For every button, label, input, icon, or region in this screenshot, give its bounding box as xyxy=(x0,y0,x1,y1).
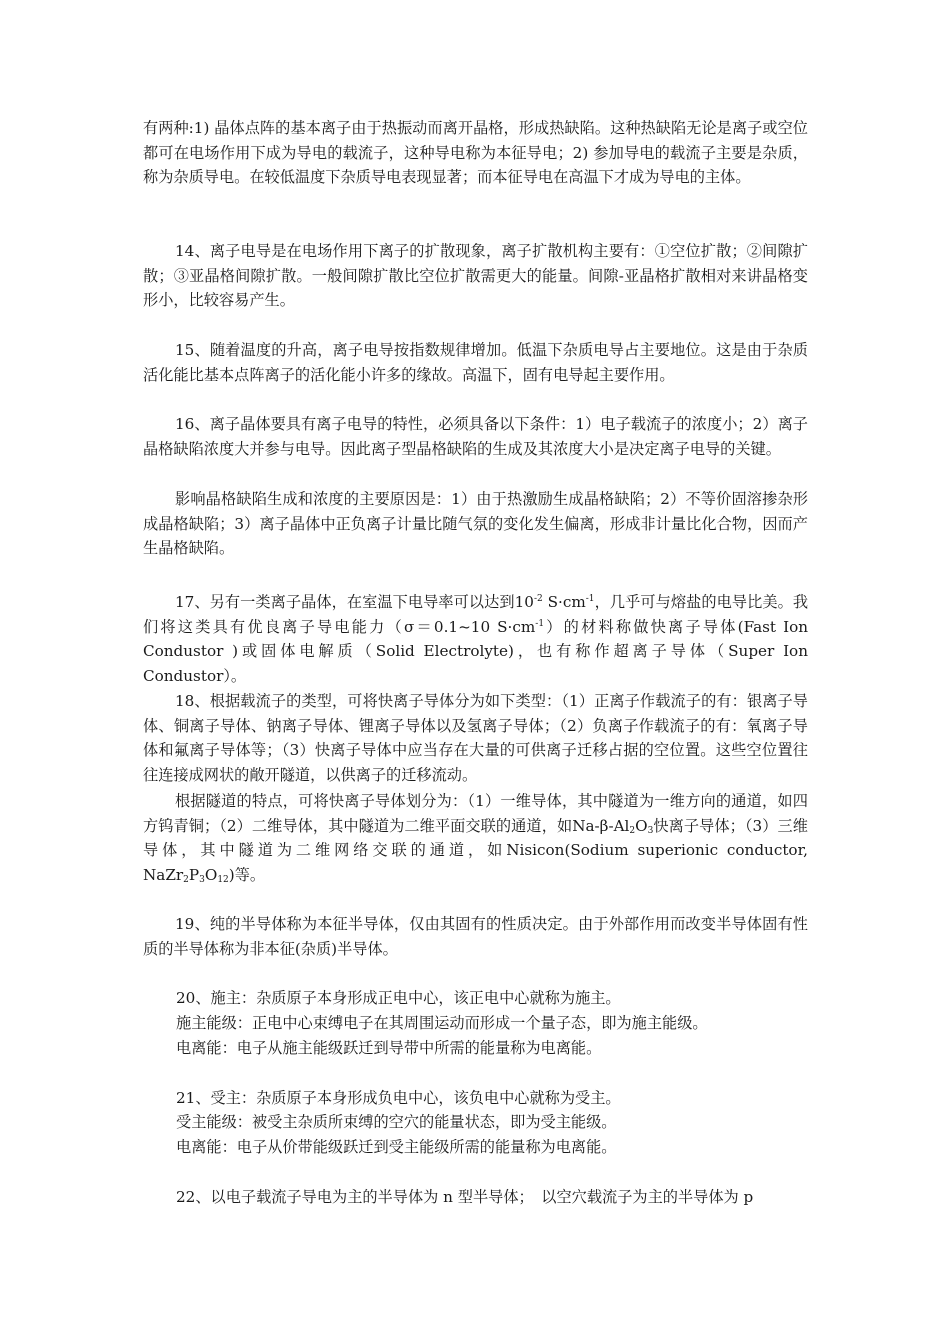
p17-text-2: S·cm xyxy=(542,593,586,611)
p18-sub-4: 3 xyxy=(199,874,205,885)
p17-text-1: 17、另有一类离子晶体，在室温下电导率可以达到10 xyxy=(175,593,534,611)
p18-text-4: P xyxy=(188,865,200,884)
p17-sup-3: -1 xyxy=(535,618,545,629)
p17-sup-2: -1 xyxy=(585,594,595,604)
paragraph-17-fast-ion-conductor xyxy=(143,590,808,688)
p17-sup-1: -2 xyxy=(533,594,543,604)
p18-sub-1: 2 xyxy=(629,825,636,836)
p18-sub-3: 2 xyxy=(183,874,189,885)
acceptor-ionization-energy: 电离能：电子从价带能级跃迁到受主能级所需的能量称为电离能。 xyxy=(176,1138,617,1156)
acceptor-definition: 21、受主：杂质原子本身形成负电中心，该负电中心就称为受主。 xyxy=(176,1089,621,1107)
acceptor-level-definition: 受主能级：被受主杂质所束缚的空穴的能量状态，即为受主能级。 xyxy=(176,1113,617,1131)
donor-ionization-energy: 电离能：电子从施主能级跃迁到导带中所需的能量称为电离能。 xyxy=(176,1039,602,1057)
paragraph-14-ion-diffusion: 14、离子电导是在电场作用下离子的扩散现象，离子扩散机构主要有：①空位扩散；②间隙扩散；③亚晶格间隙扩散。一般间隙扩散比空位扩散需更大的能量。间隙-亚晶格扩散相对来讲晶格变形小，比较容易产生。 xyxy=(143,242,808,310)
paragraph-22-n-p-type: 22、以电子载流子导电为主的半导体为 n 型半导体； 以空穴载流子为主的半导体为 p xyxy=(176,1188,754,1206)
p18-text-5: O xyxy=(204,865,218,884)
p18-text-1: 根据隧道的特点，可将快离子导体划分为：（1）一维导体，其中隧道为一维方向的通道，如四方钨青铜；（2）二维导体，其中隧道为二维平面交联的通道，如Na-β-Al xyxy=(143,792,808,835)
paragraph-16-conditions: 16、离子晶体要具有离子电导的特性，必须具备以下条件：1）电子载流子的浓度小；2）离子晶格缺陷浓度大并参与电导。因此离子型晶格缺陷的生成及其浓度大小是决定离子电导的关键。 xyxy=(143,415,808,458)
p17-text-4: ）的材料称做快离子导体(Fast Ion Condustor )或固体电解质（Solid Electrolyte)，也有称作超离子导体（Super Ion Condustor）。 xyxy=(143,617,808,685)
donor-level-definition: 施主能级：正电中心束缚电子在其周围运动而形成一个量子态，即为施主能级。 xyxy=(176,1014,708,1032)
paragraph-18-tunnel-types xyxy=(143,789,808,887)
paragraph-16-defect-factors: 影响晶格缺陷生成和浓度的主要原因是：1）由于热激励生成晶格缺陷；2）不等价固溶掺杂形成晶格缺陷；3）离子晶体中正负离子计量比随气氛的变化发生偏离，形成非计量比化合物，因而产生晶格缺陷。 xyxy=(143,490,808,558)
paragraph-15-temperature: 15、随着温度的升高，离子电导按指数规律增加。低温下杂质电导占主要地位。这是由于杂质活化能比基本点阵离子的活化能小许多的缘故。高温下，固有电导起主要作用。 xyxy=(143,341,808,384)
paragraph-18-carrier-types: 18、根据载流子的类型，可将快离子导体分为如下类型：（1）正离子作载流子的有：银离子导体、铜离子导体、钠离子导体、锂离子导体以及氢离子导体；（2）负离子作载流子的有：氧离子导体和氟离子导体等；（3）快离子导体中应当存在大量的可供离子迁移占据的空位置。这些空位置往往连接成网状的敞开隧道，以供离子的迁移流动。 xyxy=(143,692,808,784)
p18-text-3: 快离子导体；（3）三维导体，其中隧道为二维网络交联的通道，如Nisicon(Sodium superionic conductor, NaZr xyxy=(143,816,808,884)
donor-definition: 20、施主：杂质原子本身形成正电中心，该正电中心就称为施主。 xyxy=(176,989,621,1007)
p17-text-3: ，几乎可与熔盐的电导比美。我们将这类具有优良离子导电能力（σ＝0.1~10 S·cm xyxy=(143,593,809,636)
paragraph-intrinsic-extrinsic-conduction: 有两种:1) 晶体点阵的基本离子由于热振动而离开晶格，形成热缺陷。这种热缺陷无论是离子或空位都可在电场作用下成为导电的载流子，这种导电称为本征导电；2) 参加导电的载流子主要是杂质，称为杂质导电。在较低温度下杂质导电表现显著；而本征导电在高温下才成为导电的主体。 xyxy=(143,119,808,187)
paragraph-19-semiconductor: 19、纯的半导体称为本征半导体，仅由其固有的性质决定。由于外部作用而改变半导体固有性质的半导体称为非本征(杂质)半导体。 xyxy=(143,915,808,958)
p18-text-6: )等。 xyxy=(228,865,266,884)
p18-text-2: O xyxy=(635,816,648,835)
p18-sub-2: 3 xyxy=(647,825,654,836)
p18-sub-5: 12 xyxy=(217,874,229,885)
